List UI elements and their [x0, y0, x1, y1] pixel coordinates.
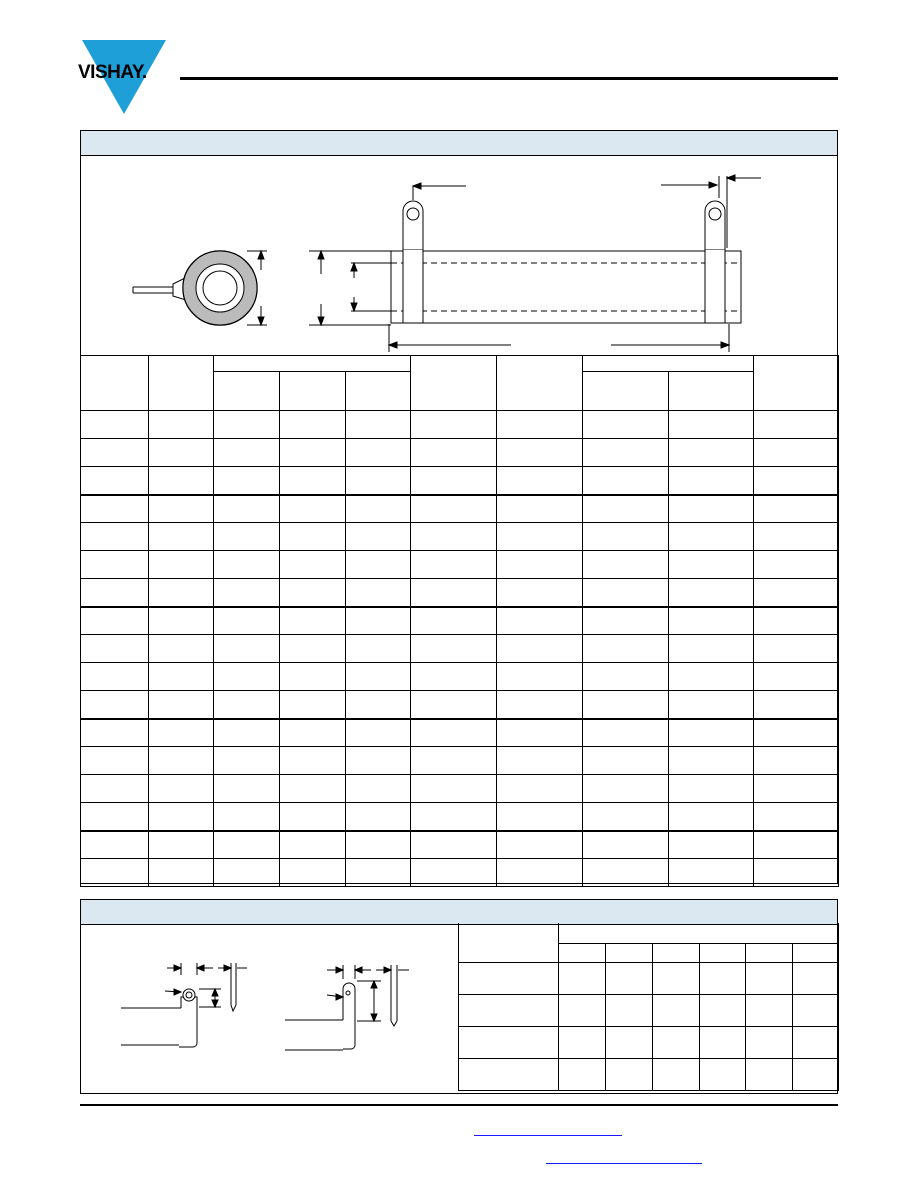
table-cell: [149, 691, 214, 719]
header-cell: [793, 943, 839, 962]
table-cell: [346, 831, 411, 859]
table-cell: [149, 411, 214, 439]
header-cell: [459, 923, 559, 962]
table-cell: [280, 607, 346, 635]
table-cell: [149, 775, 214, 803]
table-cell: [280, 719, 346, 747]
table-cell: [411, 663, 497, 691]
table-row: [81, 579, 839, 607]
table-header-row: [81, 356, 839, 372]
table-row: [81, 747, 839, 775]
table-cell: [606, 1058, 653, 1090]
table-cell: [669, 859, 754, 887]
table-row: [459, 962, 839, 994]
table-cell: [411, 607, 497, 635]
table-cell: [214, 859, 280, 887]
table-cell: [346, 859, 411, 887]
table-cell: [583, 411, 669, 439]
table-cell: [754, 607, 839, 635]
table-cell: [214, 719, 280, 747]
table-cell: [497, 831, 583, 859]
table-cell: [669, 467, 754, 495]
header-cell: [346, 372, 411, 411]
table-cell: [411, 495, 497, 523]
terminals-table: [458, 923, 839, 1091]
header-cell: [669, 372, 754, 411]
table-row: [81, 551, 839, 579]
table-cell: [653, 994, 700, 1026]
header-cell: [280, 372, 346, 411]
table-cell: [583, 663, 669, 691]
table-cell: [583, 831, 669, 859]
table-cell: [669, 635, 754, 663]
table-cell: [793, 994, 839, 1026]
table-row: [81, 607, 839, 635]
table-cell: [411, 747, 497, 775]
table-cell: [669, 691, 754, 719]
table-cell: [669, 719, 754, 747]
table-cell: [346, 803, 411, 831]
table-row: [81, 411, 839, 439]
header-cell: [653, 943, 700, 962]
table-cell: [653, 1026, 700, 1058]
table-cell: [559, 994, 606, 1026]
table-cell: [149, 803, 214, 831]
table-cell: [459, 1058, 559, 1090]
table-cell: [214, 495, 280, 523]
table-cell: [583, 803, 669, 831]
table-cell: [754, 635, 839, 663]
header-cell: [411, 356, 497, 411]
table-cell: [754, 551, 839, 579]
table-cell: [497, 859, 583, 887]
table-cell: [214, 411, 280, 439]
table-cell: [583, 607, 669, 635]
table-cell: [149, 635, 214, 663]
table-cell: [700, 962, 746, 994]
table-cell: [411, 691, 497, 719]
table-cell: [214, 691, 280, 719]
table-cell: [700, 994, 746, 1026]
table-cell: [214, 551, 280, 579]
table-cell: [583, 523, 669, 551]
table-cell: [280, 551, 346, 579]
table-cell: [793, 1026, 839, 1058]
table-cell: [583, 635, 669, 663]
table-cell: [149, 579, 214, 607]
table-cell: [754, 859, 839, 887]
header-cell: [754, 356, 839, 411]
table-cell: [669, 411, 754, 439]
table-cell: [606, 994, 653, 1026]
table-cell: [583, 775, 669, 803]
table-cell: [559, 1058, 606, 1090]
table-cell: [411, 859, 497, 887]
table-cell: [149, 859, 214, 887]
table-cell: [280, 859, 346, 887]
table-cell: [81, 495, 149, 523]
table-cell: [411, 635, 497, 663]
dimensions-panel-title: [81, 131, 837, 156]
table-row: [81, 467, 839, 495]
table-cell: [669, 831, 754, 859]
table-cell: [214, 747, 280, 775]
footer-rule: [80, 1104, 838, 1106]
table-row: [81, 859, 839, 887]
table-cell: [746, 994, 793, 1026]
table-cell: [280, 775, 346, 803]
table-cell: [214, 775, 280, 803]
table-cell: [583, 747, 669, 775]
table-cell: [214, 607, 280, 635]
table-cell: [497, 411, 583, 439]
table-cell: [149, 495, 214, 523]
table-cell: [754, 439, 839, 467]
table-cell: [497, 719, 583, 747]
terminal-type-drawings: [81, 925, 459, 1093]
footer-link-1[interactable]: [474, 1135, 622, 1136]
table-cell: [669, 579, 754, 607]
footer-link-2[interactable]: [546, 1163, 702, 1164]
table-cell: [411, 411, 497, 439]
vishay-logo: [78, 40, 178, 120]
table-cell: [214, 635, 280, 663]
table-cell: [149, 831, 214, 859]
table-cell: [81, 775, 149, 803]
table-cell: [497, 635, 583, 663]
table-cell: [754, 495, 839, 523]
table-cell: [280, 831, 346, 859]
table-cell: [746, 962, 793, 994]
dimensions-table: [80, 355, 839, 887]
table-cell: [149, 551, 214, 579]
table-cell: [346, 523, 411, 551]
table-cell: [280, 635, 346, 663]
table-cell: [149, 607, 214, 635]
table-row: [81, 635, 839, 663]
table-cell: [497, 663, 583, 691]
table-row: [81, 775, 839, 803]
table-cell: [346, 607, 411, 635]
table-cell: [149, 523, 214, 551]
table-row: [81, 495, 839, 523]
terminals-panel-title: [81, 900, 837, 925]
table-cell: [669, 495, 754, 523]
table-cell: [280, 579, 346, 607]
header-cell: [81, 356, 149, 411]
table-cell: [81, 579, 149, 607]
table-cell: [793, 1058, 839, 1090]
table-cell: [411, 579, 497, 607]
table-cell: [81, 691, 149, 719]
table-cell: [280, 523, 346, 551]
table-cell: [559, 962, 606, 994]
table-cell: [754, 747, 839, 775]
header-rule: [180, 77, 838, 80]
table-cell: [149, 747, 214, 775]
table-cell: [754, 579, 839, 607]
table-cell: [497, 551, 583, 579]
table-cell: [583, 495, 669, 523]
table-cell: [280, 411, 346, 439]
table-cell: [346, 775, 411, 803]
table-cell: [81, 803, 149, 831]
table-cell: [346, 747, 411, 775]
table-cell: [149, 719, 214, 747]
table-cell: [411, 523, 497, 551]
table-cell: [346, 691, 411, 719]
header-cell: [606, 943, 653, 962]
table-cell: [81, 551, 149, 579]
table-cell: [700, 1058, 746, 1090]
table-cell: [411, 803, 497, 831]
table-cell: [583, 579, 669, 607]
table-cell: [497, 747, 583, 775]
header-cell: [149, 356, 214, 411]
table-cell: [214, 831, 280, 859]
table-cell: [497, 439, 583, 467]
table-row: [81, 663, 839, 691]
table-cell: [346, 467, 411, 495]
table-cell: [81, 411, 149, 439]
table-cell: [346, 635, 411, 663]
table-cell: [583, 719, 669, 747]
table-cell: [149, 663, 214, 691]
table-cell: [497, 467, 583, 495]
header-cell-group: [214, 356, 411, 372]
table-cell: [346, 439, 411, 467]
table-cell: [214, 439, 280, 467]
table-cell: [669, 523, 754, 551]
table-cell: [497, 495, 583, 523]
table-cell: [411, 467, 497, 495]
table-cell: [497, 775, 583, 803]
table-cell: [583, 439, 669, 467]
table-cell: [81, 523, 149, 551]
table-cell: [754, 523, 839, 551]
header-cell: [746, 943, 793, 962]
table-cell: [754, 831, 839, 859]
table-cell: [754, 719, 839, 747]
table-cell: [411, 551, 497, 579]
table-cell: [81, 831, 149, 859]
header-cell: [583, 372, 669, 411]
table-cell: [81, 635, 149, 663]
table-cell: [214, 663, 280, 691]
table-cell: [497, 607, 583, 635]
table-row: [459, 1026, 839, 1058]
header-cell-group: [583, 356, 754, 372]
table-cell: [754, 775, 839, 803]
header-cell: [497, 356, 583, 411]
table-cell: [653, 1058, 700, 1090]
table-cell: [746, 1026, 793, 1058]
table-cell: [669, 607, 754, 635]
table-cell: [754, 467, 839, 495]
table-cell: [81, 859, 149, 887]
table-cell: [606, 962, 653, 994]
table-cell: [280, 663, 346, 691]
table-cell: [346, 663, 411, 691]
terminals-table-body: [459, 962, 839, 1090]
table-cell: [583, 551, 669, 579]
table-cell: [459, 962, 559, 994]
table-cell: [346, 719, 411, 747]
table-cell: [653, 962, 700, 994]
table-row: [459, 1058, 839, 1090]
table-cell: [754, 691, 839, 719]
table-row: [81, 719, 839, 747]
table-cell: [746, 1058, 793, 1090]
header-cell: [559, 943, 606, 962]
table-cell: [754, 803, 839, 831]
table-cell: [346, 579, 411, 607]
table-row: [81, 523, 839, 551]
table-header-row: [459, 923, 839, 943]
table-cell: [214, 579, 280, 607]
table-cell: [606, 1026, 653, 1058]
header-cell: [700, 943, 746, 962]
table-cell: [280, 495, 346, 523]
table-cell: [700, 1026, 746, 1058]
dimensions-table-body: [81, 411, 839, 887]
table-cell: [793, 962, 839, 994]
table-cell: [346, 495, 411, 523]
table-row: [81, 803, 839, 831]
table-row: [81, 831, 839, 859]
table-cell: [459, 994, 559, 1026]
table-cell: [559, 1026, 606, 1058]
brand-text: VISHAY.: [78, 62, 147, 83]
table-cell: [459, 1026, 559, 1058]
table-cell: [669, 775, 754, 803]
table-cell: [280, 467, 346, 495]
table-cell: [754, 411, 839, 439]
table-cell: [280, 747, 346, 775]
table-row: [459, 994, 839, 1026]
table-cell: [280, 439, 346, 467]
table-cell: [411, 831, 497, 859]
table-cell: [583, 859, 669, 887]
table-cell: [497, 691, 583, 719]
table-cell: [280, 691, 346, 719]
table-cell: [497, 803, 583, 831]
table-cell: [669, 551, 754, 579]
table-cell: [583, 467, 669, 495]
table-cell: [669, 663, 754, 691]
table-cell: [669, 747, 754, 775]
table-cell: [81, 439, 149, 467]
table-cell: [280, 803, 346, 831]
table-cell: [669, 803, 754, 831]
table-cell: [214, 467, 280, 495]
table-cell: [81, 607, 149, 635]
table-cell: [754, 663, 839, 691]
table-cell: [411, 439, 497, 467]
table-cell: [346, 411, 411, 439]
table-cell: [81, 467, 149, 495]
resistor-outline-drawing: [81, 156, 836, 361]
table-cell: [411, 775, 497, 803]
table-row: [81, 691, 839, 719]
table-cell: [411, 719, 497, 747]
table-cell: [669, 439, 754, 467]
header-cell-group: [559, 923, 839, 943]
table-cell: [583, 691, 669, 719]
header-cell: [214, 372, 280, 411]
table-cell: [81, 719, 149, 747]
table-cell: [149, 439, 214, 467]
table-cell: [149, 467, 214, 495]
table-cell: [497, 523, 583, 551]
table-row: [81, 439, 839, 467]
table-cell: [214, 803, 280, 831]
table-cell: [214, 523, 280, 551]
table-cell: [346, 551, 411, 579]
table-cell: [81, 747, 149, 775]
table-cell: [497, 579, 583, 607]
table-cell: [81, 663, 149, 691]
